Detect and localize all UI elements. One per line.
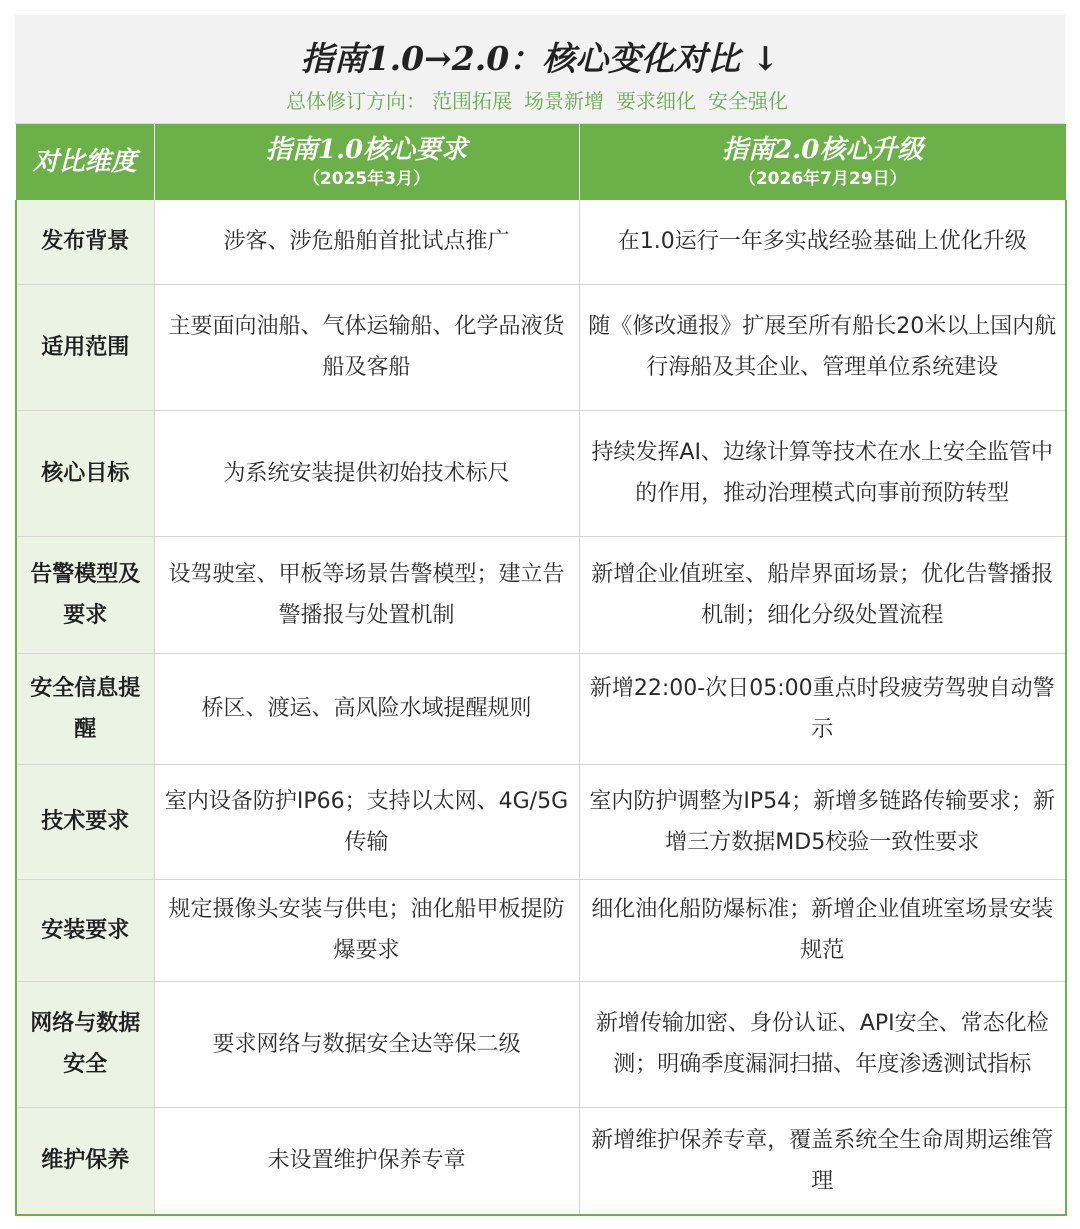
row-dimension: 发布背景 — [16, 200, 154, 284]
column-header-v2: 指南2.0核心升级 （2026年7月29日） — [579, 124, 1066, 200]
row-v1-requirement: 设驾驶室、甲板等场景告警模型；建立告警播报与处置机制 — [154, 536, 579, 653]
table-row — [16, 981, 1066, 1107]
table-row — [16, 653, 1066, 764]
row-v1-requirement: 为系统安装提供初始技术标尺 — [154, 410, 579, 536]
row-v1-requirement: 桥区、渡运、高风险水域提醒规则 — [154, 653, 579, 764]
row-dimension: 维护保养 — [16, 1107, 154, 1215]
title-block — [15, 15, 1065, 124]
table-row — [16, 410, 1066, 536]
row-v2-upgrade: 细化油化船防爆标准；新增企业值班室场景安装规范 — [579, 879, 1066, 981]
comparison-table — [15, 124, 1067, 1216]
subtitle-item: 场景新增 — [524, 89, 604, 113]
row-dimension: 网络与数据安全 — [16, 981, 154, 1107]
row-dimension: 安全信息提醒 — [16, 653, 154, 764]
row-v1-requirement: 未设置维护保养专章 — [154, 1107, 579, 1215]
subtitle-item: 要求细化 — [616, 89, 696, 113]
row-v2-upgrade: 新增维护保养专章，覆盖系统全生命周期运维管理 — [579, 1107, 1066, 1215]
row-v2-upgrade: 随《修改通报》扩展至所有船长20米以上国内航行海船及其企业、管理单位系统建设 — [579, 284, 1066, 410]
subtitle-item: 安全强化 — [708, 89, 788, 113]
row-dimension: 核心目标 — [16, 410, 154, 536]
table-row — [16, 879, 1066, 981]
row-v2-upgrade: 在1.0运行一年多实战经验基础上优化升级 — [579, 200, 1066, 284]
row-v1-requirement: 涉客、涉危船舶首批试点推广 — [154, 200, 579, 284]
column-header-v1: 指南1.0核心要求 （2025年3月） — [154, 124, 579, 200]
subtitle — [15, 87, 1065, 115]
row-dimension: 告警模型及要求 — [16, 536, 154, 653]
row-dimension: 安装要求 — [16, 879, 154, 981]
row-v2-upgrade: 室内防护调整为IP54；新增多链路传输要求；新增三方数据MD5校验一致性要求 — [579, 764, 1066, 879]
column-header-dimension: 对比维度 — [16, 124, 154, 200]
row-dimension: 技术要求 — [16, 764, 154, 879]
table-row — [16, 284, 1066, 410]
comparison-card — [15, 15, 1065, 1216]
table-row — [16, 764, 1066, 879]
row-v2-upgrade: 新增传输加密、身份认证、API安全、常态化检测；明确季度漏洞扫描、年度渗透测试指标 — [579, 981, 1066, 1107]
table-header-row — [16, 124, 1066, 200]
row-v2-upgrade: 持续发挥AI、边缘计算等技术在水上安全监管中的作用，推动治理模式向事前预防转型 — [579, 410, 1066, 536]
page-title: 指南1.0→2.0：核心变化对比 ↓ — [300, 39, 780, 78]
row-v2-upgrade: 新增22:00-次日05:00重点时段疲劳驾驶自动警示 — [579, 653, 1066, 764]
row-v1-requirement: 室内设备防护IP66；支持以太网、4G/5G传输 — [154, 764, 579, 879]
subtitle-item: 范围拓展 — [432, 89, 512, 113]
row-dimension: 适用范围 — [16, 284, 154, 410]
row-v2-upgrade: 新增企业值班室、船岸界面场景；优化告警播报机制；细化分级处置流程 — [579, 536, 1066, 653]
row-v1-requirement: 规定摄像头安装与供电；油化船甲板提防爆要求 — [154, 879, 579, 981]
row-v1-requirement: 要求网络与数据安全达等保二级 — [154, 981, 579, 1107]
table-row — [16, 536, 1066, 653]
subtitle-lead: 总体修订方向： — [286, 89, 426, 113]
table-row — [16, 1107, 1066, 1215]
row-v1-requirement: 主要面向油船、气体运输船、化学品液货船及客船 — [154, 284, 579, 410]
table-row — [16, 200, 1066, 284]
